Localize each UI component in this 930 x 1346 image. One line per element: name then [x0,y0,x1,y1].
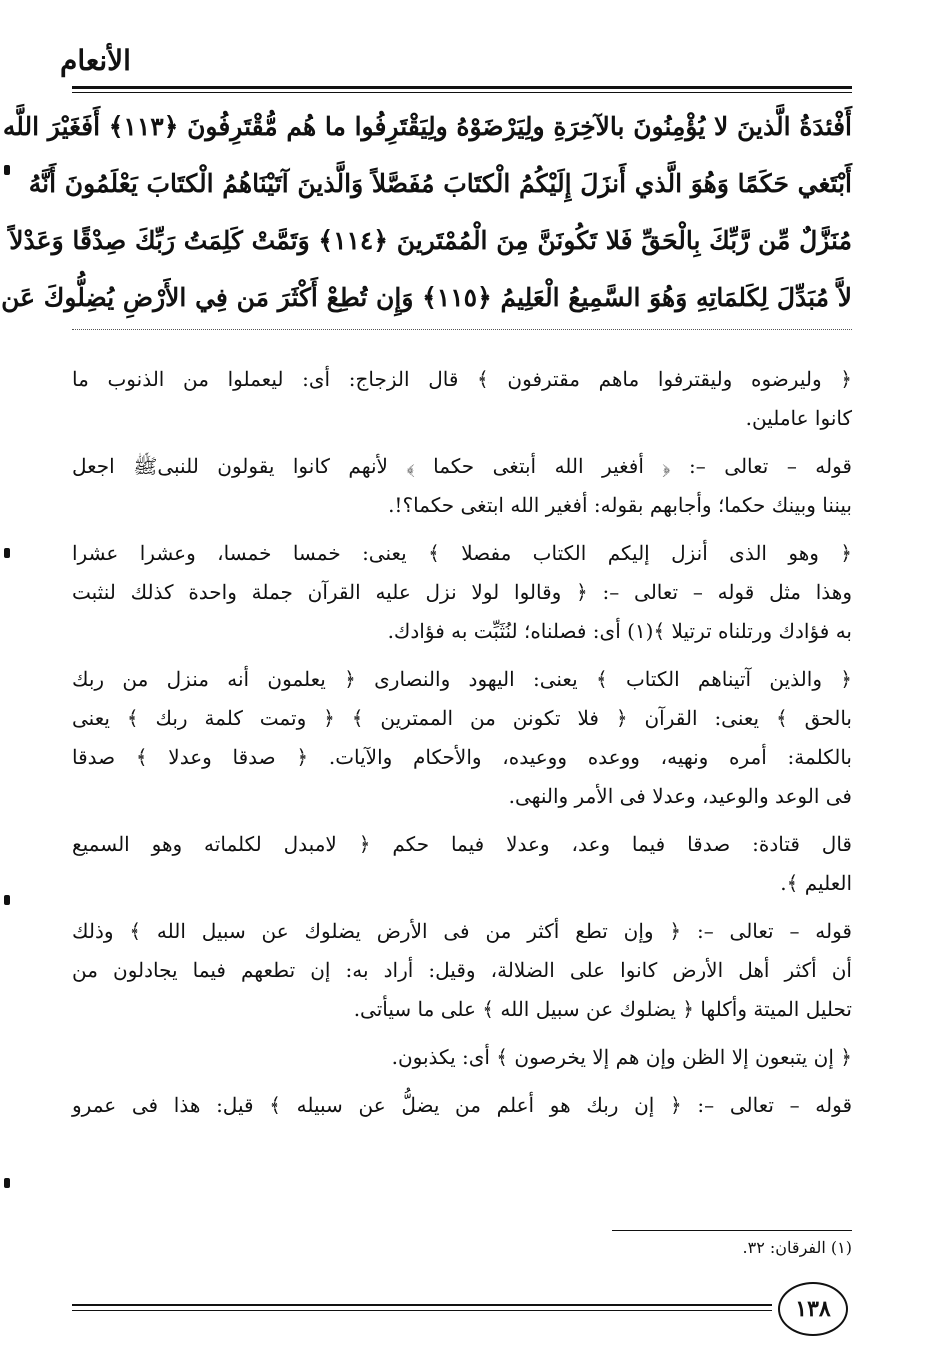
commentary-line: قوله – تعالى –: ﴿ إن ربك هو أعلم من يضلُّ عن سبيله ﴾ قيل: هذا فى عمرو [72,1093,853,1117]
commentary-line: وهذا مثل قوله – تعالى –: ﴿ وقالوا لولا نزل عليه القرآن جملة واحدة كذلك لنثبت [72,580,852,604]
verses-separator [72,329,852,330]
commentary-line: كانوا عاملين. [745,406,852,430]
commentary-line: ﴿ وليرضوه وليقترفوا ماهم مقترفون ﴾ قال الزجاج: أى: ليعملوا من الذنوب ما [72,367,852,391]
footer-rule [72,1304,772,1306]
commentary-paragraph [72,912,852,1029]
commentary-line: فى الوعد والوعيد، وعدلا فى الأمر والنهى. [508,784,852,808]
header-rule [72,86,852,89]
verse-line: أَبْتَغي حَكَمًا وَهُوَ الَّذي أَنزَلَ إِلَيْكُمُ الْكتَابَ مُفَصَّلاً وَالَّذينَ آتَيْنَاهُمُ الْكتَابَ يَعْلَمُونَ أَنَّهُ [28,169,852,198]
commentary-paragraph [72,660,852,816]
commentary-line: بالكلمة: أمره ونهيه، ووعده ووعيده، والأحكام والآيات. ﴿ صدقا وعدلا ﴾ صدقا [72,745,852,769]
commentary-paragraph [72,1086,852,1125]
footnote: (١) الفرقان: ٣٢. [742,1238,852,1257]
commentary-line: بيننا وبينك حكما؛ وأجابهم بقوله: أفغير الله ابتغى حكما؟!. [388,493,852,517]
page-number: ١٣٨ [795,1296,831,1322]
margin-mark [4,895,10,905]
commentary-line: ﴿ وهو الذى أنزل إليكم الكتاب مفصلا ﴾ يعنى: خمسا خمسا، وعشرا عشرا [72,541,852,565]
margin-mark [4,165,10,175]
commentary-paragraph [72,447,852,525]
quran-verses [1,98,852,326]
commentary-paragraph [72,360,852,438]
margin-mark [4,548,10,558]
commentary-paragraph [72,534,852,651]
commentary-line: قوله – تعالى –: ﴿ وإن تطع أكثر من فى الأرض يضلوك عن سبيل الله ﴾ وذلك [72,919,852,943]
commentary-line: قوله – تعالى –: ﴿ أفغير الله أبتغى حكما ﴾ لأنهم كانوا يقولون للنبىﷺ اجعل [72,454,852,478]
verse-line: لاَّ مُبَدِّلَ لِكَلمَاتِهِ وَهُوَ السَّمِيعُ الْعَلِيمُ ﴿١١٥﴾ وَإِن تُطِعْ أَكْثَرَ مَن فِي الأَرْضِ يُضِلُّوكَ عَن [1,283,852,312]
commentary-line: العليم ﴾. [780,871,852,895]
surah-title: الأنعام [60,44,131,77]
commentary [72,360,852,1134]
verse-line: أَفْئدَةُ الَّذينَ لا يُؤْمِنُونَ بالآخِرَةِ ولِيَرْضَوْهُ ولِيَقْتَرِفُوا ما هُم مُّقْتَرِفُونَ ﴿١١٣﴾ أَفَغَيْرَ اللَّه [2,112,852,141]
footer-rule-thin [72,1310,772,1311]
header-rule-thin [72,92,852,93]
footnote-rule [612,1230,852,1231]
commentary-line: قال قتادة: صدقا فيما وعد، وعدلا فيما حكم ﴿ لامبدل لكلماته وهو السميع [72,832,852,856]
commentary-paragraph [72,825,852,903]
verse-line: مُنَزَّلٌ مِّن رَّبِّكَ بِالْحَقِّ فَلا تَكُونَنَّ مِنَ الْمُمْتَرينَ ﴿١١٤﴾ وَتَمَّتْ كَلِمَتُ رَبِّكَ صِدْقًا وَعَدْلاً [9,226,852,255]
commentary-line: به فؤادك ورتلناه ترتيلا ﴾(١) أى: فصلناه؛ لنُثَبِّت به فؤادك. [387,619,852,643]
page-number-badge [778,1282,848,1336]
commentary-line: ﴿ والذين آتيناهم الكتاب ﴾ يعنى: اليهود والنصارى ﴿ يعلمون أنه منزل من ربك [72,667,853,691]
commentary-line: تحليل الميتة وأكلها ﴿ يضلوك عن سبيل الله ﴾ على ما سيأتى. [353,997,852,1021]
commentary-line: بالحق ﴾ يعنى: القرآن ﴿ فلا تكونن من الممترين ﴾ ﴿ وتمت كلمة ربك ﴾ يعنى [72,706,852,730]
margin-mark [4,1178,10,1188]
commentary-paragraph [72,1038,852,1077]
commentary-line: ﴿ إن يتبعون إلا الظن وإن هم إلا يخرصون ﴾ أى: يكذبون. [391,1045,852,1069]
commentary-line: أن أكثر أهل الأرض كانوا على الضلالة، وقيل: أراد به: إن تطعهم فيما يجادلون من [72,958,852,982]
